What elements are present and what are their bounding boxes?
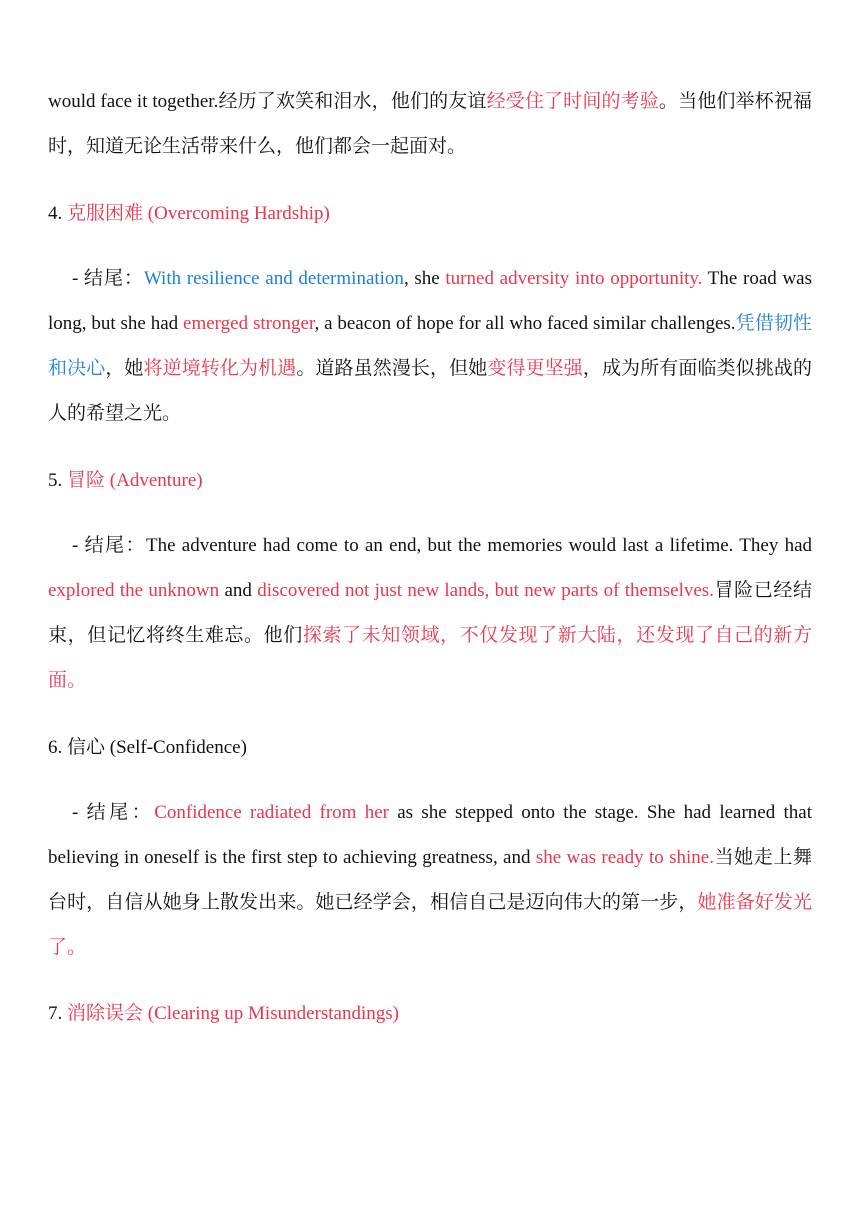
section-title-english: (Clearing up Misunderstandings) (147, 1003, 399, 1024)
paragraph-confidence-ending (48, 790, 812, 970)
chinese-text: ，她 (105, 357, 144, 379)
section-title-chinese: 冒险 (67, 469, 106, 491)
highlighted-english-text: Confidence radiated from her (154, 802, 389, 823)
section-title-english: (Overcoming Hardship) (147, 203, 330, 224)
section-number: 7. (48, 1003, 67, 1024)
highlighted-english-text: With resilience and determination (143, 268, 404, 289)
english-text: as she stepped onto the stage. She had learned that believing in oneself is the first step to achieving greatness, and (48, 802, 812, 868)
english-text: The road was long, but she had (48, 268, 813, 334)
section-title-english: (Adventure) (109, 470, 203, 491)
paragraph-adventure-ending (48, 523, 812, 703)
list-dash: - (72, 802, 79, 823)
highlighted-chinese-text: 凭借韧性和决心 (48, 312, 812, 379)
english-text: and (219, 580, 258, 601)
chinese-text: 。当他们举杯祝福时，知道无论生活带来什么，他们都会一起面对。 (48, 90, 812, 157)
english-text: , she (403, 268, 446, 289)
chinese-text: 当她走上舞台时，自信从她身上散发出来。她已经学会，相信自己是迈向伟大的第一步， (48, 846, 812, 913)
highlighted-chinese-text: 将逆境转化为机遇 (143, 357, 297, 379)
paragraph-hardship-ending (48, 256, 812, 436)
highlighted-english-text: she was ready to shine. (535, 847, 714, 868)
highlighted-english-text: turned adversity into opportunity. (445, 268, 703, 289)
english-text: would face it together. (48, 91, 219, 112)
highlighted-chinese-text: 经受住了时间的考验 (486, 90, 659, 112)
chinese-text: ，成为所有面临类似挑战的人的希望之光。 (48, 357, 812, 424)
ending-label: 结尾： (84, 267, 144, 289)
section-heading-7 (48, 998, 812, 1029)
section-number: 4. (48, 203, 67, 224)
section-number: 6. (48, 737, 67, 758)
english-text: The adventure had come to an end, but the memories would last a lifetime. They had (146, 535, 812, 556)
highlighted-english-text: discovered not just new lands, but new parts of themselves. (257, 580, 714, 601)
highlighted-english-text: emerged stronger (183, 313, 315, 334)
section-title-chinese: 克服困难 (67, 202, 144, 224)
section-heading-4 (48, 198, 812, 229)
section-heading-5 (48, 465, 812, 496)
ending-label: 结尾： (84, 534, 146, 556)
section-title-chinese: 信心 (67, 736, 106, 758)
english-text: , a beacon of hope for all who faced similar challenges. (314, 313, 736, 334)
chinese-text: 冒险已经结束，但记忆将终生难忘。他们 (48, 579, 812, 646)
ending-label: 结尾： (86, 801, 155, 823)
chinese-text: 经历了欢笑和泪水，他们的友谊 (218, 90, 487, 112)
paragraph-friendship-ending (48, 79, 812, 169)
highlighted-english-text: explored the unknown (48, 580, 220, 601)
highlighted-chinese-text: 她准备好发光了。 (48, 891, 812, 958)
section-heading-6 (48, 732, 812, 763)
highlighted-chinese-text: 探索了未知领域，不仅发现了新大陆，还发现了自己的新方面。 (48, 624, 812, 691)
section-title-english: (Self-Confidence) (109, 737, 247, 758)
section-title-chinese: 消除误会 (67, 1002, 144, 1024)
section-number: 5. (48, 470, 67, 491)
list-dash: - (72, 268, 79, 289)
chinese-text: 。道路虽然漫长，但她 (296, 357, 488, 379)
list-dash: - (72, 535, 79, 556)
highlighted-chinese-text: 变得更坚强 (487, 357, 583, 379)
